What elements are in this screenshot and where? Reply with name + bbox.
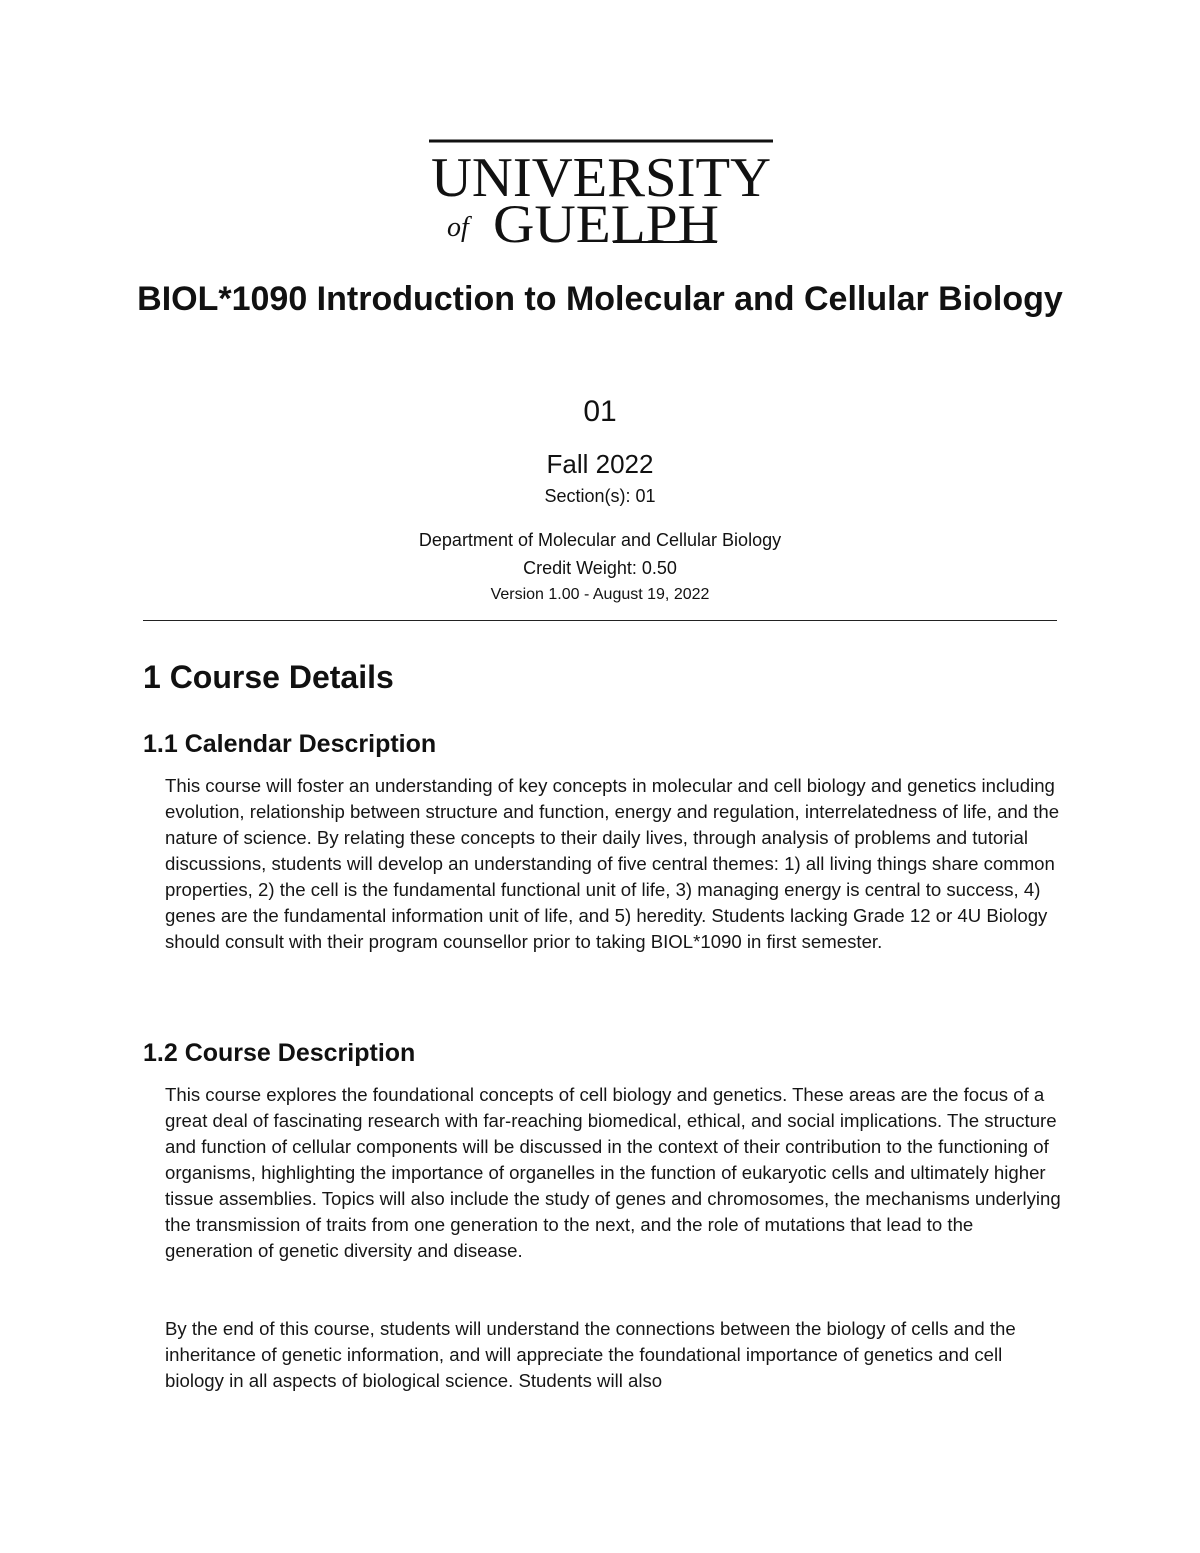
university-logo <box>427 138 775 248</box>
department: Department of Molecular and Cellular Biology <box>418 530 782 550</box>
sections-line: Section(s): 01 <box>544 486 656 506</box>
svg-text:of: of <box>447 212 469 243</box>
divider <box>143 620 1057 621</box>
course-title: BIOL*1090 Introduction to Molecular and Cellular Biology <box>137 280 1063 318</box>
course-description-paragraph-2: By the end of this course, students will understand the connections between the biology of cells and the inheritance of genetic information, and will appreciate the foundational importance of genetics and cell biology in all aspects of biological science. Students will also <box>165 1318 1016 1391</box>
version-line: Version 1.00 - August 19, 2022 <box>490 586 710 603</box>
section-number: 01 <box>583 395 617 428</box>
section-heading-course-details: 1 Course Details <box>143 659 394 695</box>
svg-text:GUELPH: GUELPH <box>493 194 719 248</box>
credit-weight: Credit Weight: 0.50 <box>523 558 677 578</box>
svg-text:UNIVERSITY: UNIVERSITY <box>431 147 771 209</box>
subsection-heading-course-description: 1.2 Course Description <box>143 1039 416 1067</box>
calendar-description-text: This course will foster an understanding of key concepts in molecular and cell biology and genetics including evolution, relationship between structure and function, energy and regulation, interrelatedness of life, and the nature of science. By relating these concepts to their daily lives, through analysis of problems and tutorial discussions, students will develop an understanding of five central themes: 1) all living things share common properties, 2) the cell is the fundamental functional unit of life, 3) managing energy is central to success, 4) genes are the fundamental information unit of life, and 5) heredity. Students lacking Grade 12 or 4U Biology should consult with their program counsellor prior to taking BIOL*1090 in first semester. <box>165 775 1060 952</box>
subsection-heading-calendar-description: 1.1 Calendar Description <box>143 730 437 758</box>
term: Fall 2022 <box>546 449 654 479</box>
course-description-paragraph-1: This course explores the foundational concepts of cell biology and genetics. These areas are the focus of a great deal of fascinating research with far-reaching biomedical, ethical, and social implications. The structure and function of cellular components will be discussed in the context of their contribution to the functioning of organisms, highlighting the importance of organelles in the function of eukaryotic cells and ultimately higher tissue assemblies. Topics will also include the study of genes and chromosomes, the mechanisms underlying the transmission of traits from one generation to the next, and the role of mutations that lead to the generation of genetic diversity and disease. <box>165 1084 1061 1261</box>
